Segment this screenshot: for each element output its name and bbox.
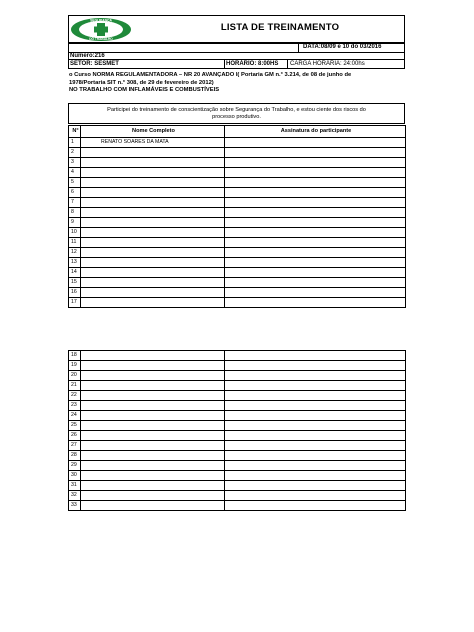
participant-name	[81, 401, 225, 411]
row-number: 23	[69, 401, 81, 411]
row-number: 19	[69, 361, 81, 371]
table-row	[69, 431, 406, 441]
participant-name	[81, 188, 225, 198]
col-signature-header: Assinatura do participante	[225, 126, 406, 138]
participant-name	[81, 421, 225, 431]
participant-name	[81, 208, 225, 218]
row-number: 4	[69, 168, 81, 178]
course-line-1: o Curso NORMA REGULAMENTADORA – NR 20 AVANÇADO I( Portaria GM n.° 3.214, de 08 de junho de	[69, 72, 352, 78]
divider	[287, 59, 288, 69]
table-row	[69, 248, 406, 258]
participant-name	[81, 461, 225, 471]
row-number: 16	[69, 288, 81, 298]
row-number: 12	[69, 248, 81, 258]
signature-cell[interactable]	[225, 298, 406, 308]
row-number: 6	[69, 188, 81, 198]
row-number: 3	[69, 158, 81, 168]
signature-cell[interactable]	[225, 451, 406, 461]
table-row	[69, 298, 406, 308]
row-number: 20	[69, 371, 81, 381]
signature-cell[interactable]	[225, 481, 406, 491]
table-row	[69, 441, 406, 451]
table-row	[69, 351, 406, 361]
participant-name	[81, 268, 225, 278]
participant-name	[81, 501, 225, 511]
table-row	[69, 501, 406, 511]
signature-cell[interactable]	[225, 138, 406, 148]
training-number: Numero:216	[70, 52, 105, 59]
table-row	[69, 208, 406, 218]
sector-label: SETOR: SESMET	[70, 60, 119, 67]
table-row	[69, 451, 406, 461]
row-number: 11	[69, 238, 81, 248]
signature-cell[interactable]	[225, 238, 406, 248]
signature-cell[interactable]	[225, 288, 406, 298]
participant-name	[81, 238, 225, 248]
table-row	[69, 258, 406, 268]
table-row	[69, 471, 406, 481]
row-number: 14	[69, 268, 81, 278]
row-number: 32	[69, 491, 81, 501]
participant-name: RENATO SOARES DA MATA	[81, 138, 225, 148]
row-number: 24	[69, 411, 81, 421]
table-header-row	[69, 126, 406, 138]
row-number: 27	[69, 441, 81, 451]
logo-text-top: SEGURANÇA	[90, 18, 112, 23]
col-name-header: Nome Completo	[81, 126, 225, 138]
table-row	[69, 168, 406, 178]
row-number: 13	[69, 258, 81, 268]
table-row	[69, 228, 406, 238]
signature-cell[interactable]	[225, 148, 406, 158]
participant-name	[81, 411, 225, 421]
table-row	[69, 188, 406, 198]
signature-cell[interactable]	[225, 158, 406, 168]
signature-cell[interactable]	[225, 371, 406, 381]
table-row	[69, 391, 406, 401]
row-number: 15	[69, 278, 81, 288]
attendance-table	[68, 125, 406, 308]
participant-name	[81, 351, 225, 361]
table-row	[69, 461, 406, 471]
table-row	[69, 371, 406, 381]
intro-line-2: processo produtivo.	[212, 114, 261, 120]
participant-name	[81, 248, 225, 258]
table-row	[69, 361, 406, 371]
participant-name	[81, 168, 225, 178]
intro-line-1: Participei do treinamento de conscientização sobre Segurança do Trabalho, e estou ciente dos riscos do	[107, 107, 366, 113]
signature-cell[interactable]	[225, 391, 406, 401]
safety-logo	[70, 17, 132, 42]
row-number: 30	[69, 471, 81, 481]
participant-name	[81, 391, 225, 401]
row-number: 21	[69, 381, 81, 391]
participant-name	[81, 278, 225, 288]
table-row	[69, 278, 406, 288]
signature-cell[interactable]	[225, 178, 406, 188]
signature-cell[interactable]	[225, 208, 406, 218]
row-number: 17	[69, 298, 81, 308]
table-row	[69, 491, 406, 501]
signature-cell[interactable]	[225, 228, 406, 238]
table-row	[69, 411, 406, 421]
participant-name	[81, 361, 225, 371]
logo-text-bottom: DO TRABALHO	[89, 37, 113, 41]
participant-name	[81, 481, 225, 491]
signature-cell[interactable]	[225, 248, 406, 258]
table-row	[69, 421, 406, 431]
participant-name	[81, 451, 225, 461]
participant-name	[81, 158, 225, 168]
page-title: LISTA DE TREINAMENTO	[220, 22, 340, 33]
signature-cell[interactable]	[225, 351, 406, 361]
row-number: 5	[69, 178, 81, 188]
participant-name	[81, 431, 225, 441]
table-row	[69, 381, 406, 391]
table-row	[69, 198, 406, 208]
row-number: 9	[69, 218, 81, 228]
signature-cell[interactable]	[225, 431, 406, 441]
participant-name	[81, 471, 225, 481]
row-number: 29	[69, 461, 81, 471]
table-row	[69, 481, 406, 491]
signature-cell[interactable]	[225, 491, 406, 501]
signature-cell[interactable]	[225, 461, 406, 471]
participant-name	[81, 218, 225, 228]
row-number: 18	[69, 351, 81, 361]
signature-cell[interactable]	[225, 471, 406, 481]
signature-cell[interactable]	[225, 401, 406, 411]
participant-name	[81, 288, 225, 298]
row-number: 31	[69, 481, 81, 491]
participant-name	[81, 491, 225, 501]
col-number-header: N°	[69, 126, 81, 138]
row-number: 22	[69, 391, 81, 401]
table-row	[69, 148, 406, 158]
participant-name	[81, 371, 225, 381]
signature-cell[interactable]	[225, 411, 406, 421]
participant-name	[81, 441, 225, 451]
table-row	[69, 218, 406, 228]
row-number: 8	[69, 208, 81, 218]
participant-name	[81, 258, 225, 268]
table-row	[69, 138, 406, 148]
signature-cell[interactable]	[225, 441, 406, 451]
schedule-label: HORÁRIO: 8:00HS	[226, 60, 279, 67]
table-row	[69, 268, 406, 278]
signature-cell[interactable]	[225, 278, 406, 288]
table-row	[69, 178, 406, 188]
participant-name	[81, 148, 225, 158]
row-number: 33	[69, 501, 81, 511]
participant-name	[81, 381, 225, 391]
participant-name	[81, 228, 225, 238]
row-number: 26	[69, 431, 81, 441]
signature-cell[interactable]	[225, 168, 406, 178]
table-row	[69, 158, 406, 168]
signature-cell[interactable]	[225, 501, 406, 511]
signature-cell[interactable]	[225, 188, 406, 198]
participant-name	[81, 178, 225, 188]
row-number: 25	[69, 421, 81, 431]
table-row	[69, 401, 406, 411]
course-line-2: 1978/Portaria SIT n.° 308, de 29 de fevereiro de 2012)	[69, 79, 214, 86]
table-row	[69, 288, 406, 298]
row-number: 1	[69, 138, 81, 148]
signature-cell[interactable]	[225, 198, 406, 208]
training-date: DATA:08/09 e 10 do 03/2016	[303, 44, 382, 50]
attendance-table-continued	[68, 350, 406, 511]
participant-name	[81, 298, 225, 308]
signature-cell[interactable]	[225, 421, 406, 431]
row-number: 2	[69, 148, 81, 158]
signature-cell[interactable]	[225, 258, 406, 268]
signature-cell[interactable]	[225, 361, 406, 371]
signature-cell[interactable]	[225, 381, 406, 391]
divider	[224, 59, 225, 69]
workload-label: CARGA HORÁRIA: 24:00hs	[290, 60, 365, 67]
table-row	[69, 238, 406, 248]
course-line-3: NO TRABALHO COM INFLAMÁVEIS E COMBUSTÍVEIS	[69, 87, 220, 93]
signature-cell[interactable]	[225, 218, 406, 228]
row-number: 7	[69, 198, 81, 208]
signature-cell[interactable]	[225, 268, 406, 278]
row-number: 28	[69, 451, 81, 461]
row-number: 10	[69, 228, 81, 238]
participant-name	[81, 198, 225, 208]
